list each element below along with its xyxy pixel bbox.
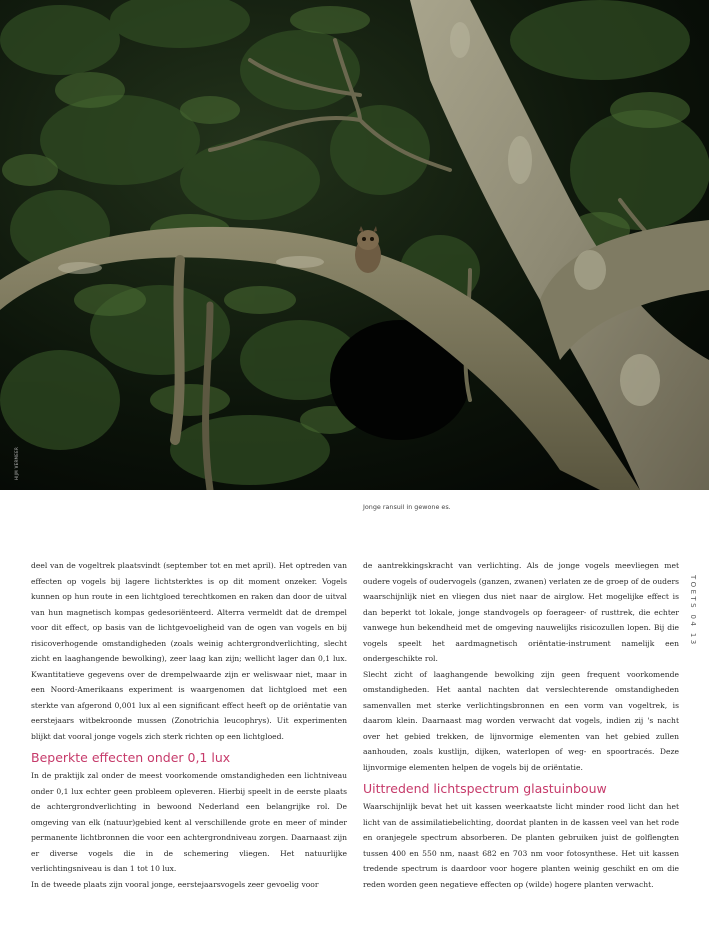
- section-heading-effects: Beperkte effecten onder 0,1 lux: [31, 750, 231, 765]
- right-paragraph-3: Waarschijnlijk bevat het uit kassen weerkaatste licht minder rood licht dan het licht van de assimilatiebelichting, doordat planten in de kassen veel van het rode en oranjegele spectrum absorberen. De planten gebruiken juist de golflengten tussen 400 en 550 nm, naast 682 en 703 nm voor fotosynthese. Het uit kassen tredende spectrum is daardoor voor hogere planten weinig geschikt en om die reden worden geen negatieve effecten op (wilde) hogere planten verwacht.: [363, 802, 679, 889]
- page-label: TOETS 04 13: [689, 575, 697, 647]
- left-paragraph-1: deel van de vogeltrek plaatsvindt (september tot en met april). Het optreden van effecten op vogels bij lagere lichtsterktes is op dit moment onzeker. Vogels kunnen op hun route in een lichtgloed terechtkomen en raken dan door de uitval van hun magnetisch kompas gedesoriënteerd. Alterra vermeldt dat de drempel voor dit effect, op basis van de lichtgevoeligheid van de ogen van vogels en bij risicoverhogende omstandigheden (zoals weinig achtergrondverlichting, slecht zicht en laaghangende bewolking), zeer laag kan zijn; wellicht lager dan 0,1 lux. Kwantitatieve gegevens over de drempelwaarde zijn er weliswaar niet, maar in een Noord-Amerikaans experiment is waargenomen dat lichtgloed met een sterkte van afgerond 0,001 lux al een significant effect heeft op de oriëntatie van eerstejaars witbekroonde mussen (Zonotrichia leucophrys). Uit experimenten blijkt dat vooral jonge vogels zich sterk richten op een lichtgloed.: [31, 561, 347, 741]
- right-column: [363, 558, 679, 892]
- photo-credit: HIJM VERMEER: [14, 446, 19, 480]
- left-column: [31, 558, 347, 892]
- right-paragraph-1: de aantrekkingskracht van verlichting. Als de jonge vogels meevliegen met oudere vogels of oudervogels (ganzen, zwanen) verlaten ze de groep of de ouders waarschijnlijk niet en vliegen dus niet naar de airglow. Het mogelijke effect is dan beperkt tot lokale, jonge standvogels op foerageer- of rusttrek, die echter vanwege hun bekendheid met de omgeving nauwelijks risicozullen lopen. Bij die vogels speelt het aardmagnetisch oriëntatie-instrument namelijk een ondergeschikte rol.: [363, 561, 679, 663]
- photo-caption: Jonge ransuil in gewone es.: [363, 503, 451, 511]
- left-paragraph-3: In de tweede plaats zijn vooral jonge, eerstejaarsvogels zeer gevoelig voor: [31, 879, 319, 889]
- left-paragraph-2: In de praktijk zal onder de meest voorkomende omstandigheden een lichtniveau onder 0,1 lux echter geen probleem opleveren. Hierbij speelt in de eerste plaats de achtergrondverlichting in bewoond Nederland een belangrijke rol. De omgeving van elk (natuur)gebied kent al verschillende grote en meer of minder permanente lichtbronnen die voor een achtergrondniveau zorgen. Daarnaast zijn er diverse vogels die in de schemering vliegen. Het natuurlijke verlichtingsniveau is dan 1 tot 10 lux.: [31, 771, 347, 873]
- right-paragraph-2: Slecht zicht of laaghangende bewolking zijn geen frequent voorkomende omstandigheden. Het aantal nachten dat verslechterende omstandigheden samenvallen met sterke verlichtingsbronnen en een vorm van vogeltrek, is daarom klein. Daarnaast mag worden verwacht dat vogels, indien zij 's nacht over het gebied trekken, de lijnvormige elementen van het gebied zullen aanhouden, zoals kustlijn, dijken, waterlopen of weg- en spoortracés. Deze lijnvormige elementen helpen de vogels bij de oriëntatie.: [363, 669, 679, 772]
- section-heading-spectrum: Uittredend lichtspectrum glastuinbouw: [363, 781, 607, 796]
